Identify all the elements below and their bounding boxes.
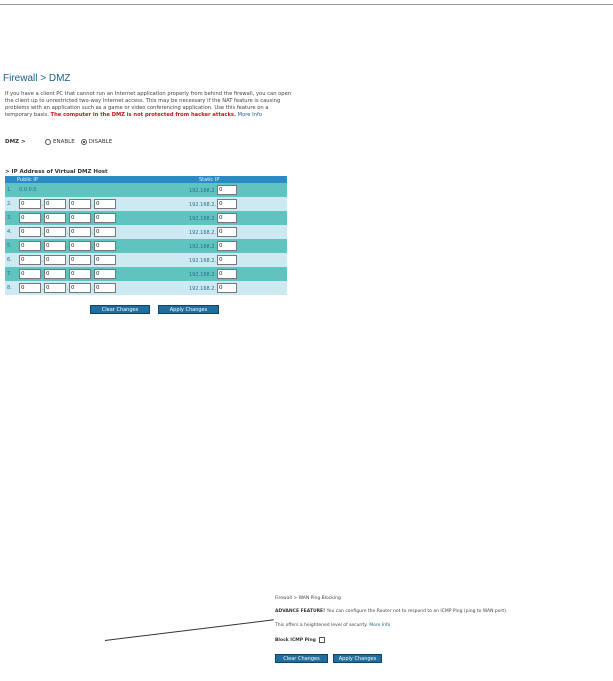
public-ip-octet-input[interactable]: 0 bbox=[44, 255, 66, 265]
public-ip-octet-input[interactable]: 0 bbox=[94, 213, 116, 223]
table-row bbox=[5, 267, 287, 281]
public-ip-octet-input[interactable]: 0 bbox=[19, 213, 41, 223]
public-ip-octet-input[interactable]: 0 bbox=[44, 227, 66, 237]
static-ip-prefix: 192.168.2. bbox=[189, 285, 217, 292]
static-ip-input[interactable]: 0 bbox=[217, 199, 237, 209]
octet-separator: . bbox=[42, 229, 44, 236]
octet-separator: . bbox=[92, 215, 94, 222]
row-number: 6. bbox=[5, 253, 17, 267]
disable-radio[interactable] bbox=[81, 139, 113, 145]
static-ip-prefix: 192.168.2. bbox=[189, 229, 217, 236]
public-ip-octet-input[interactable]: 0 bbox=[44, 283, 66, 293]
public-ip-octet-input[interactable]: 0 bbox=[69, 241, 91, 251]
octet-separator: . bbox=[67, 285, 69, 292]
static-ip-input[interactable]: 0 bbox=[217, 241, 237, 251]
block-icmp-row bbox=[275, 637, 325, 643]
public-ip-octet-input[interactable]: 0 bbox=[44, 269, 66, 279]
public-ip-octet-input[interactable]: 0 bbox=[69, 199, 91, 209]
row-number: 5. bbox=[5, 239, 17, 253]
table-row bbox=[5, 183, 287, 197]
row-number: 7. bbox=[5, 267, 17, 281]
static-ip-input[interactable]: 0 bbox=[217, 269, 237, 279]
public-ip-octet-input[interactable]: 0 bbox=[94, 241, 116, 251]
octet-separator: . bbox=[42, 243, 44, 250]
table-row bbox=[5, 281, 287, 295]
public-ip-cell bbox=[17, 211, 187, 225]
octet-separator: . bbox=[92, 285, 94, 292]
public-ip-octet-input[interactable]: 0 bbox=[44, 199, 66, 209]
advance-label: ADVANCE FEATURE! bbox=[275, 609, 326, 614]
page-title: Firewall > DMZ bbox=[3, 73, 71, 84]
public-ip-octet-input[interactable]: 0 bbox=[94, 227, 116, 237]
static-ip-cell bbox=[187, 211, 287, 225]
public-ip-cell bbox=[17, 281, 187, 295]
static-ip-input[interactable]: 0 bbox=[217, 227, 237, 237]
public-ip-cell bbox=[17, 197, 187, 211]
public-ip-octet-input[interactable]: 0 bbox=[19, 227, 41, 237]
ping-apply-changes-button[interactable]: Apply Changes bbox=[333, 654, 382, 663]
wan-ping-title: Firewall > WAN Ping Blocking bbox=[275, 596, 341, 601]
static-ip-input[interactable]: 0 bbox=[217, 185, 237, 195]
static-ip-prefix: 192.168.2. bbox=[189, 243, 217, 250]
ping-more-info-link[interactable]: More Info bbox=[369, 623, 391, 628]
octet-separator: . bbox=[92, 271, 94, 278]
public-ip-cell bbox=[17, 267, 187, 281]
public-ip-octet-input[interactable]: 0 bbox=[94, 269, 116, 279]
public-ip-octet-input[interactable]: 0 bbox=[69, 213, 91, 223]
dmz-label: DMZ > bbox=[5, 139, 26, 145]
enable-radio-circle[interactable] bbox=[45, 139, 51, 145]
advance-description: You can configure the Router not to respond to an ICMP Ping (ping to WAN port). bbox=[326, 609, 508, 614]
public-ip-cell bbox=[17, 225, 187, 239]
public-ip-octet-input[interactable]: 0 bbox=[19, 199, 41, 209]
row-number: 4. bbox=[5, 225, 17, 239]
warning-text: The computer in the DMZ is not protected from hacker attacks. bbox=[50, 112, 236, 118]
static-ip-input[interactable]: 0 bbox=[217, 255, 237, 265]
static-ip-cell bbox=[187, 225, 287, 239]
static-ip-prefix: 192.168.2. bbox=[189, 271, 217, 278]
section-heading: > IP Address of Virtual DMZ Host bbox=[5, 169, 108, 175]
dmz-host-table bbox=[5, 176, 287, 295]
row-number: 1. bbox=[5, 183, 17, 197]
static-ip-cell bbox=[187, 183, 287, 197]
more-info-link[interactable]: More Info bbox=[237, 112, 262, 118]
static-ip-cell bbox=[187, 239, 287, 253]
enable-label: ENABLE bbox=[53, 139, 75, 145]
static-ip-cell bbox=[187, 253, 287, 267]
block-icmp-label: Block ICMP Ping bbox=[275, 637, 316, 643]
col-static-ip: Static IP bbox=[187, 176, 287, 183]
public-ip-cell bbox=[17, 253, 187, 267]
row-number: 3. bbox=[5, 211, 17, 225]
static-ip-prefix: 192.168.2. bbox=[189, 215, 217, 222]
public-ip-octet-input[interactable]: 0 bbox=[69, 283, 91, 293]
static-ip-prefix: 192.168.2. bbox=[189, 257, 217, 264]
public-ip-text: 0.0.0.0 bbox=[19, 187, 37, 193]
enable-radio[interactable] bbox=[45, 139, 75, 145]
disable-radio-circle[interactable] bbox=[81, 139, 87, 145]
offers-text bbox=[275, 623, 390, 628]
public-ip-octet-input[interactable]: 0 bbox=[19, 255, 41, 265]
public-ip-octet-input[interactable]: 0 bbox=[19, 241, 41, 251]
octet-separator: . bbox=[92, 243, 94, 250]
public-ip-octet-input[interactable]: 0 bbox=[94, 199, 116, 209]
row-number: 2. bbox=[5, 197, 17, 211]
octet-separator: . bbox=[67, 229, 69, 236]
col-public-ip: Public IP bbox=[5, 176, 187, 183]
octet-separator: . bbox=[67, 215, 69, 222]
octet-separator: . bbox=[67, 257, 69, 264]
top-divider bbox=[0, 4, 613, 5]
dmz-description bbox=[5, 91, 295, 119]
public-ip-octet-input[interactable]: 0 bbox=[44, 241, 66, 251]
public-ip-octet-input[interactable]: 0 bbox=[19, 269, 41, 279]
public-ip-octet-input[interactable]: 0 bbox=[94, 283, 116, 293]
octet-separator: . bbox=[42, 285, 44, 292]
static-ip-prefix: 192.168.2. bbox=[189, 201, 217, 208]
static-ip-input[interactable]: 0 bbox=[217, 283, 237, 293]
ping-clear-changes-button[interactable]: Clear Changes bbox=[275, 654, 328, 663]
callout-line bbox=[105, 619, 274, 641]
table-row bbox=[5, 211, 287, 225]
octet-separator: . bbox=[67, 243, 69, 250]
apply-changes-button[interactable]: Apply Changes bbox=[158, 305, 219, 314]
static-ip-cell bbox=[187, 197, 287, 211]
public-ip-cell bbox=[17, 183, 187, 197]
static-ip-cell bbox=[187, 281, 287, 295]
table-row bbox=[5, 225, 287, 239]
public-ip-octet-input[interactable]: 0 bbox=[44, 213, 66, 223]
octet-separator: . bbox=[67, 201, 69, 208]
public-ip-octet-input[interactable]: 0 bbox=[69, 227, 91, 237]
octet-separator: . bbox=[42, 215, 44, 222]
public-ip-octet-input[interactable]: 0 bbox=[69, 255, 91, 265]
clear-changes-button[interactable]: Clear Changes bbox=[90, 305, 150, 314]
public-ip-cell bbox=[17, 239, 187, 253]
public-ip-octet-input[interactable]: 0 bbox=[69, 269, 91, 279]
block-icmp-checkbox[interactable] bbox=[319, 637, 325, 643]
octet-separator: . bbox=[42, 257, 44, 264]
public-ip-octet-input[interactable]: 0 bbox=[94, 255, 116, 265]
disable-label: DISABLE bbox=[88, 139, 113, 145]
public-ip-octet-input[interactable]: 0 bbox=[19, 283, 41, 293]
static-ip-input[interactable]: 0 bbox=[217, 213, 237, 223]
table-row bbox=[5, 239, 287, 253]
advance-feature-text bbox=[275, 609, 507, 614]
table-row bbox=[5, 197, 287, 211]
static-ip-prefix: 192.168.2. bbox=[189, 187, 217, 194]
octet-separator: . bbox=[92, 257, 94, 264]
static-ip-cell bbox=[187, 267, 287, 281]
octet-separator: . bbox=[67, 271, 69, 278]
octet-separator: . bbox=[42, 271, 44, 278]
row-number: 8. bbox=[5, 281, 17, 295]
octet-separator: . bbox=[42, 201, 44, 208]
octet-separator: . bbox=[92, 229, 94, 236]
offers-description: This offers a heightened level of security. bbox=[275, 623, 368, 628]
dmz-toggle-row bbox=[5, 139, 118, 145]
table-row bbox=[5, 253, 287, 267]
description-text: If you have a client PC that cannot run an Internet application properly from behind the firewall, you can open the client up to unrestricted two-way Internet access. This may be necessary if the NAT feature is causing problems with an application such as a game or video conferencing application. Use this feature on a temporary basis. bbox=[5, 91, 292, 118]
octet-separator: . bbox=[92, 201, 94, 208]
